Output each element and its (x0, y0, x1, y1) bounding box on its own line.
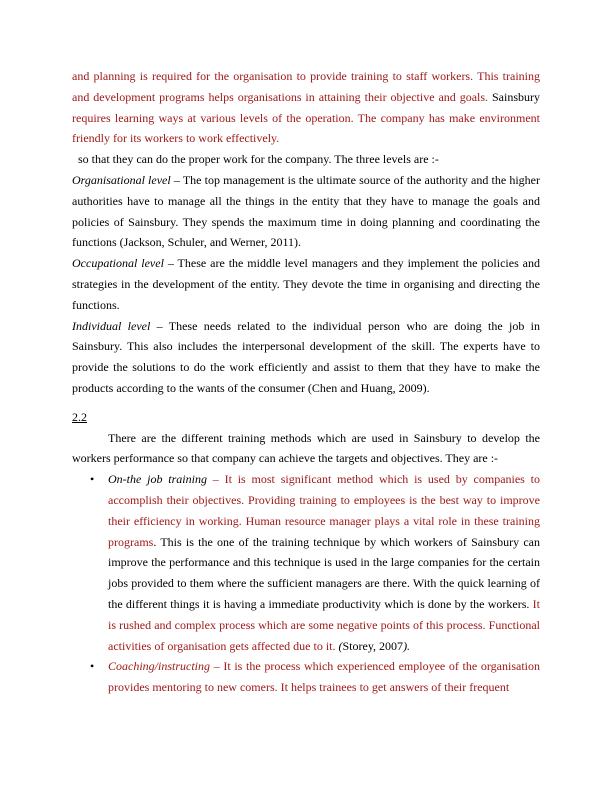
paragraph-individual-level (72, 316, 540, 399)
red-text: requires learning ways at various levels of the operation. The company has make environment friendly for its workers to work effectively. (72, 110, 540, 146)
citation-open: ( (338, 638, 343, 653)
level-term: Organisational level (72, 172, 171, 187)
method-term: Coaching/instructing (108, 659, 210, 674)
list-item (72, 656, 540, 698)
level-text: – The top management is the ultimate source of the authority and the higher authorities have to manage all the things in the entity that they have to manage the goals and policies of Sainsbury. They spends the maximum time in doing planning and coordinating the functions (Jackson, Schuler, and Werner, 2011). (72, 172, 541, 250)
paragraph-organisational-level (72, 170, 540, 253)
training-methods-list (72, 469, 540, 698)
method-term: On-the job training (108, 472, 207, 487)
document-page (72, 66, 540, 698)
citation-text: Storey, 2007 (342, 638, 404, 653)
level-term: Individual level (72, 318, 151, 333)
paragraph-training-intro (72, 66, 540, 149)
red-text: It is rushed and complex process which are some negative points of this process. Functional activities of organisation gets affected due to it. (108, 596, 540, 653)
citation-close: ). (403, 638, 411, 653)
paragraph-occupational-level (72, 253, 540, 315)
red-text: and planning is required for the organisation to provide training to staff workers. This training and development programs helps organisations in attaining their objective and goals. (72, 69, 540, 104)
level-text: – These are the middle level managers and they implement the policies and strategies in the development of the entity. They devote the time in organising and directing the functions. (72, 256, 540, 312)
section-heading: 2.2 (72, 409, 87, 424)
bullet-icon: • (90, 472, 95, 487)
bullet-icon: • (90, 659, 95, 674)
section-intro: There are the different training methods which are used in Sainsbury to develop the workers performance so that company can achieve the targets and objectives. They are :- (72, 430, 540, 466)
paragraph-three-levels: so that they can do the proper work for the company. The three levels are :- (78, 152, 439, 167)
body-text: . This is the one of the training technique by which workers of Sainsbury can improve the performance and this technique is used in the large companies for the certain jobs provided to them where the sufficient managers are there. With the quick learning of the different things it is having a immediate productivity which is done by the workers. (108, 534, 540, 611)
level-term: Occupational level (72, 256, 164, 271)
red-text: – It is the process which experienced employee of the organisation provides mentoring to new comers. It helps trainees to get answers of their frequent (108, 659, 540, 695)
body-text: Sainsbury (488, 89, 540, 104)
list-item (72, 469, 540, 656)
red-text: – It is most significant method which is used by companies to accomplish their objectives. Providing training to employees is the best way to improve their efficiency in working. Human resource manager plays a vital role in these training programs (108, 472, 540, 549)
level-text: – These needs related to the individual person who are doing the job in Sainsbury. This also includes the interpersonal development of the skill. The experts have to provide the solutions to do the work efficiently and assist to them that they have to make the products according to the wants of the consumer (Chen and Huang, 2009). (72, 318, 540, 395)
